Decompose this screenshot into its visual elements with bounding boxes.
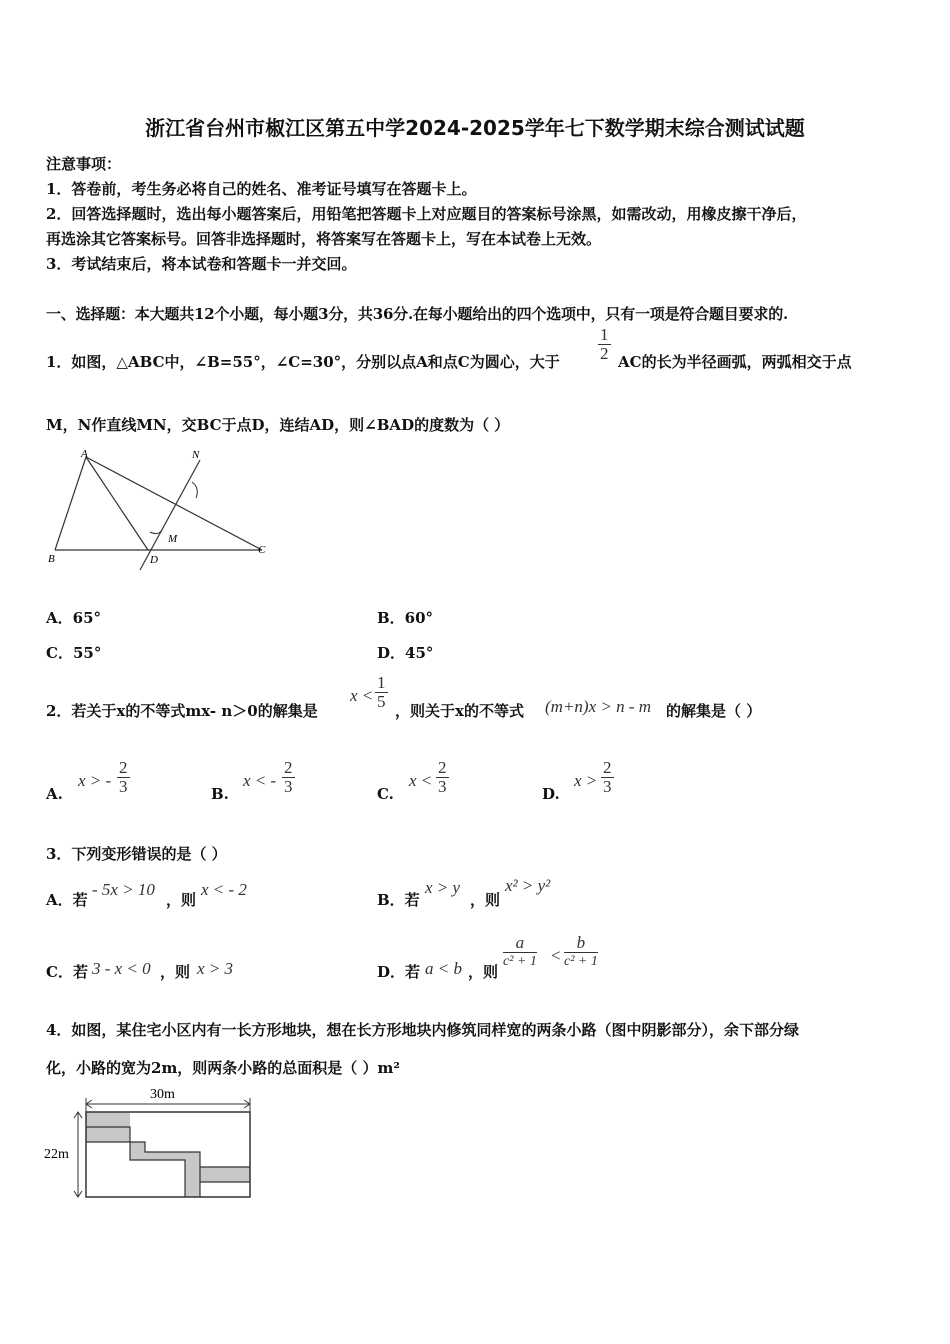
fig-label-M: M <box>168 533 178 545</box>
q2-cond-num: 1 <box>377 673 386 692</box>
q3-option-c-mid: ，则 <box>160 963 191 981</box>
q4-rectangle-figure <box>40 1082 265 1207</box>
fig-label-D: D <box>150 554 158 566</box>
q1-fraction <box>598 326 611 363</box>
q1-frac-den: 2 <box>600 344 609 363</box>
q4-text-line1: 4．如图，某住宅小区内有一长方形地块，想在长方形地块内修筑同样宽的两条小路（图中阴影部分），余下部分绿 <box>46 1021 799 1039</box>
q3-option-a-label: A．若 <box>46 891 88 909</box>
q2-option-fraction: $\frac{2}{3}$ <box>284 758 293 796</box>
fig-label-B: B <box>48 553 55 565</box>
q1-text-line2: M，N作直线MN，交BC于点D，连结AD，则∠BAD的度数为（ ） <box>46 416 510 434</box>
q2-inequality: (m+n)x > n - m <box>545 697 652 716</box>
q2-cond-fraction <box>375 674 388 711</box>
section-heading: 一、选择题：本大题共12个小题，每小题3分，共36分.在每小题给出的四个选项中，只有一项是符合题目要求的. <box>46 305 789 323</box>
q4-width-label: 30m <box>150 1087 175 1102</box>
q3-option-d-m1: a < b <box>425 959 462 978</box>
notice-item: 再选涂其它答案标号。回答非选择题时，将答案写在答题卡上，写在本试卷上无效。 <box>46 230 602 248</box>
q1-option-d: D．45° <box>377 644 434 662</box>
q3-option-d-lt: < <box>551 946 561 965</box>
q2-option-lhs: x < - <box>243 771 277 790</box>
q2-option-label: A. <box>46 785 63 803</box>
q3-option-a-m2: x < - 2 <box>201 880 247 899</box>
q2-option-fraction: $\frac{2}{3}$ <box>438 758 447 796</box>
q1-triangle-figure <box>40 440 280 575</box>
notice-heading: 注意事项： <box>46 155 122 173</box>
fig-label-N: N <box>192 449 200 461</box>
q3-option-c-label: C．若 <box>46 963 88 981</box>
q2-cond-den: 5 <box>377 692 386 711</box>
q3-option-c-m1: 3 - x < 0 <box>92 959 151 978</box>
page-title: 浙江省台州市椒江区第五中学2024-2025学年七下数学期末综合测试试题 <box>145 116 805 140</box>
q3-option-b-m2: x² > y² <box>505 876 551 895</box>
q3-option-d-label: D．若 <box>377 963 421 981</box>
q1-frac-num: 1 <box>600 325 609 344</box>
q3-option-b-mid: ，则 <box>470 891 501 909</box>
notice-item: 3．考试结束后，将本试卷和答题卡一并交回。 <box>46 255 357 273</box>
q3-option-d-fraction-b: b c² + 1 <box>564 933 598 969</box>
q2-option-label: D. <box>542 785 560 803</box>
q3-option-a-mid: ，则 <box>166 891 197 909</box>
q2-option-lhs: x > - <box>78 771 112 790</box>
q4-height-label: 22m <box>44 1147 69 1162</box>
q2-option-fraction: $\frac{2}{3}$ <box>119 758 128 796</box>
q2-option-label: C. <box>377 785 394 803</box>
q2-option-lhs: x < <box>409 771 433 790</box>
q1-text-b: AC的长为半径画弧，两弧相交于点 <box>618 353 852 371</box>
q2-cond-lhs: x < <box>350 686 374 705</box>
fig-label-A: A <box>81 448 88 460</box>
q3-option-d-mid: ，则 <box>468 963 499 981</box>
q3-option-b-label: B．若 <box>377 891 420 909</box>
q2-text-c: 的解集是（ ） <box>666 702 762 720</box>
notice-item: 1．答卷前，考生务必将自己的姓名、准考证号填写在答题卡上。 <box>46 180 477 198</box>
q3-option-d-fraction-a: a c² + 1 <box>503 933 537 969</box>
q1-text-a: 1．如图，△ABC中，∠B=55°，∠C=30°，分别以点A和点C为圆心，大于 <box>46 353 560 371</box>
q3-text: 3．下列变形错误的是（ ） <box>46 845 227 863</box>
q3-option-c-m2: x > 3 <box>197 959 234 978</box>
q2-text-b: ，则关于x的不等式 <box>395 702 524 720</box>
q3-option-b-m1: x > y <box>425 878 461 897</box>
q2-text-a: 2．若关于x的不等式mx- n＞0的解集是 <box>46 702 318 720</box>
q1-option-a: A．65° <box>46 609 102 627</box>
notice-item: 2．回答选择题时，选出每小题答案后，用铅笔把答题卡上对应题目的答案标号涂黑，如需改动，用橡皮擦干净后， <box>46 205 807 223</box>
q3-option-a-m1: - 5x > 10 <box>92 880 155 899</box>
q2-option-fraction: $\frac{2}{3}$ <box>603 758 612 796</box>
fig-label-C: C <box>258 544 266 556</box>
q1-option-b: B．60° <box>377 609 434 627</box>
q2-option-label: B. <box>211 785 229 803</box>
q4-text-line2: 化，小路的宽为2m，则两条小路的总面积是（ ）m² <box>46 1059 400 1077</box>
q1-option-c: C．55° <box>46 644 102 662</box>
q2-option-lhs: x > <box>574 771 598 790</box>
